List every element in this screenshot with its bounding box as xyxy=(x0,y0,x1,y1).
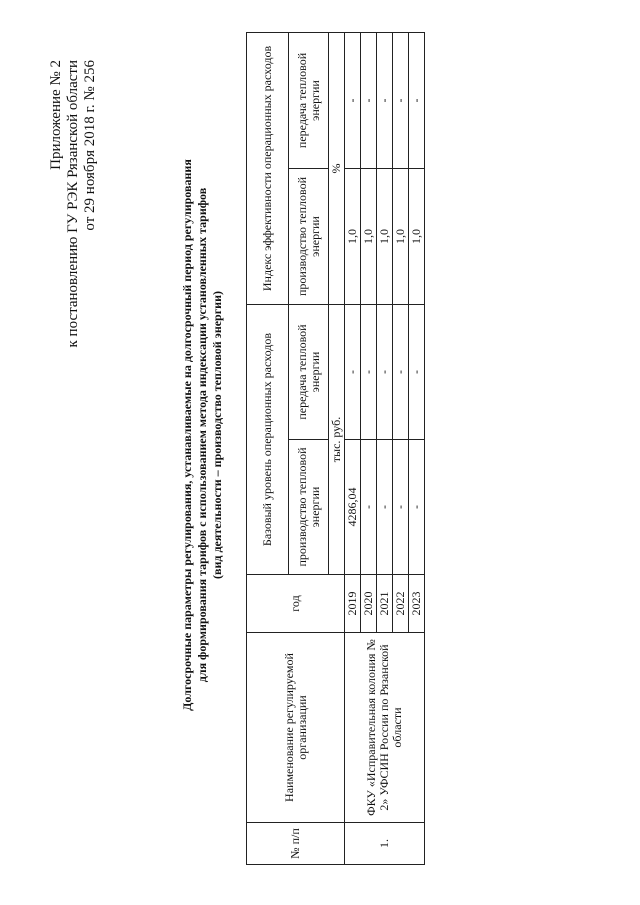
row-year: 2020 xyxy=(361,575,377,633)
row-base-transmission: - xyxy=(393,304,409,439)
row-eff-transmission: - xyxy=(393,32,409,168)
org-number: 1. xyxy=(345,823,425,865)
appendix-line-2: к постановлению ГУ РЭК Рязанской области xyxy=(65,60,81,348)
row-base-production: - xyxy=(377,440,393,575)
title-line-2: для формирования тарифов с использованием метода индексации установленных тарифов xyxy=(195,187,209,683)
row-base-production: - xyxy=(409,440,425,575)
header-eff-production: производство тепловой энергии xyxy=(289,168,329,304)
row-base-transmission: - xyxy=(345,304,361,439)
appendix-line-3: от 29 ноября 2018 г. № 256 xyxy=(82,60,98,231)
row-base-production: 4286,04 xyxy=(345,440,361,575)
appendix-line-1: Приложение № 2 xyxy=(48,60,64,170)
header-eff-transmission: передача тепловой энергии xyxy=(289,32,329,168)
row-eff-production: 1,0 xyxy=(409,168,425,304)
header-base-transmission: передача тепловой энергии xyxy=(289,304,329,439)
row-base-transmission: - xyxy=(361,304,377,439)
unit-percent: % xyxy=(329,32,345,304)
unit-thousand-rub: тыс. руб. xyxy=(329,304,345,574)
row-eff-production: 1,0 xyxy=(377,168,393,304)
row-base-production: - xyxy=(393,440,409,575)
row-eff-production: 1,0 xyxy=(361,168,377,304)
org-name: ФКУ «Исправительная колония № 2» УФСИН России по Рязанской области xyxy=(345,633,425,823)
document-title xyxy=(180,95,225,775)
row-base-production: - xyxy=(361,440,377,575)
row-base-transmission: - xyxy=(409,304,425,439)
row-eff-transmission: - xyxy=(361,32,377,168)
parameters-table xyxy=(246,32,425,865)
header-num: № п/п xyxy=(247,823,345,865)
header-base-level: Базовый уровень операционных расходов xyxy=(247,304,289,574)
header-base-production: производство тепловой энергии xyxy=(289,440,329,575)
row-eff-transmission: - xyxy=(345,32,361,168)
row-eff-transmission: - xyxy=(377,32,393,168)
row-year: 2019 xyxy=(345,575,361,633)
appendix-header xyxy=(48,60,99,347)
title-line-1: Долгосрочные параметры регулирования, устанавливаемые на долгосрочный период регулирования xyxy=(180,159,194,711)
header-efficiency: Индекс эффективности операционных расходов xyxy=(247,32,289,304)
header-org: Наименование регулируемой организации xyxy=(247,633,345,823)
title-line-3: (вид деятельности – производство тепловой энергии) xyxy=(210,290,224,580)
row-eff-transmission: - xyxy=(409,32,425,168)
row-base-transmission: - xyxy=(377,304,393,439)
row-year: 2023 xyxy=(409,575,425,633)
row-year: 2021 xyxy=(377,575,393,633)
header-year: год xyxy=(247,575,345,633)
row-eff-production: 1,0 xyxy=(393,168,409,304)
row-eff-production: 1,0 xyxy=(345,168,361,304)
row-year: 2022 xyxy=(393,575,409,633)
